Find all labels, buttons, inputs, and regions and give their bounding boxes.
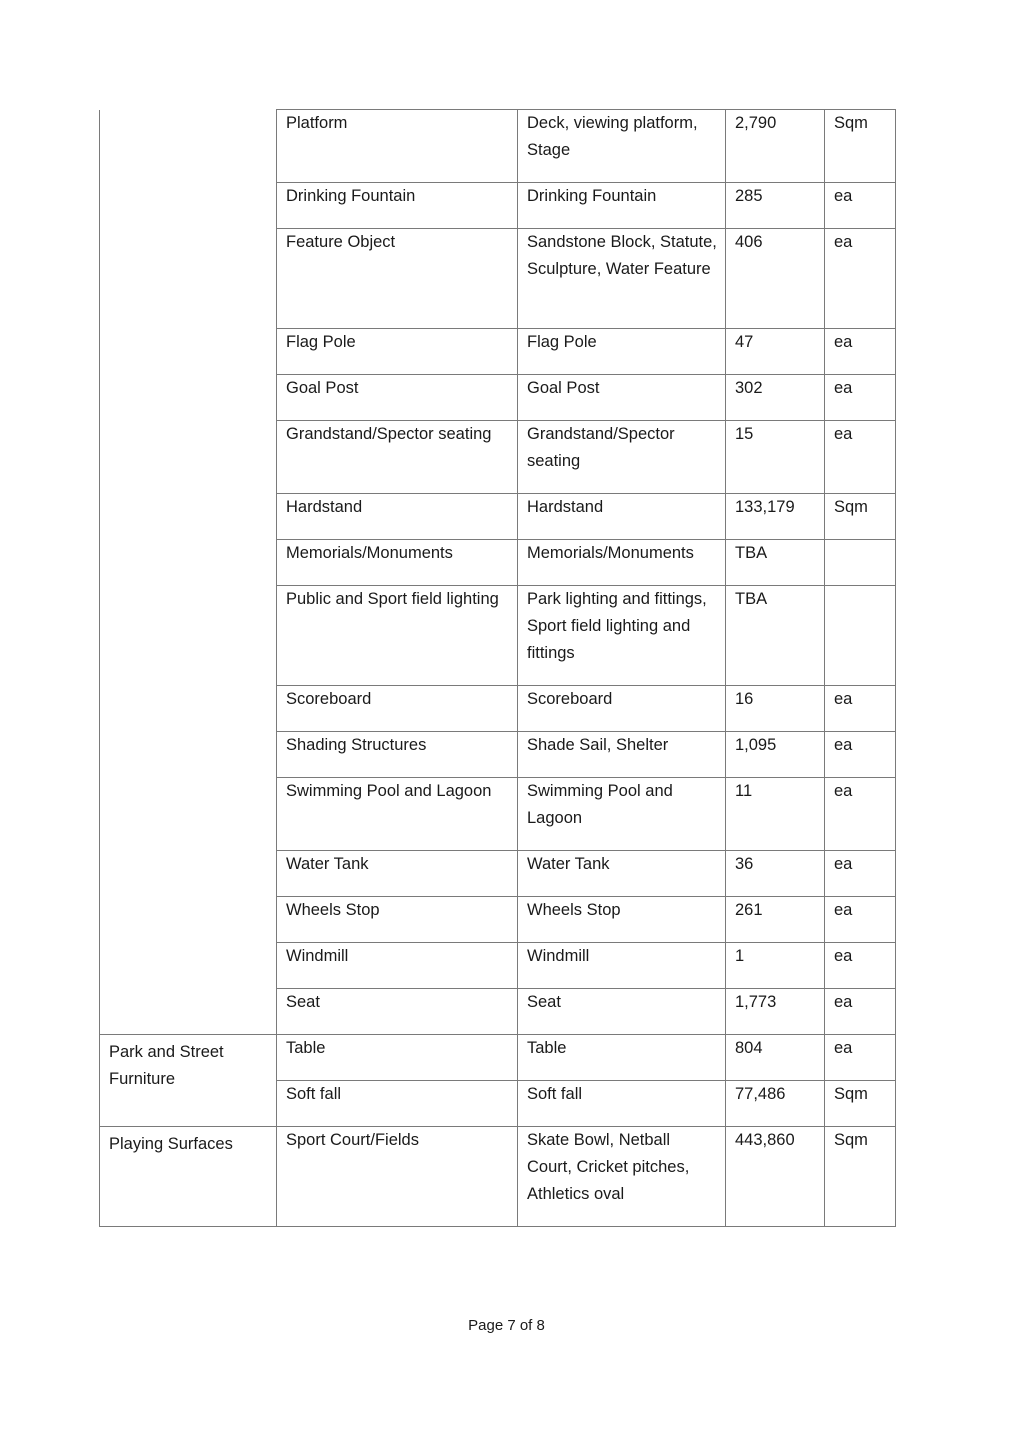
quantity-cell: 302 [726,375,825,421]
category-cell: Park and Street Furniture [100,1035,277,1127]
unit-cell: ea [825,851,896,897]
unit-cell: Sqm [825,1081,896,1127]
description-cell: Seat [518,989,726,1035]
unit-cell: ea [825,229,896,329]
description-cell: Park lighting and fittings, Sport field lighting and fittings [518,586,726,686]
unit-cell: ea [825,183,896,229]
description-cell: Grandstand/Spector seating [518,421,726,494]
quantity-cell: 443,860 [726,1127,825,1227]
description-cell: Table [518,1035,726,1081]
quantity-cell: TBA [726,540,825,586]
unit-cell: ea [825,897,896,943]
unit-cell [825,586,896,686]
quantity-cell: 804 [726,1035,825,1081]
asset-cell: Shading Structures [277,732,518,778]
description-cell: Soft fall [518,1081,726,1127]
table-row [100,1035,896,1081]
unit-cell: ea [825,686,896,732]
description-cell: Scoreboard [518,686,726,732]
asset-cell: Feature Object [277,229,518,329]
unit-cell: ea [825,329,896,375]
quantity-cell: 36 [726,851,825,897]
asset-table [99,109,896,1227]
asset-cell: Drinking Fountain [277,183,518,229]
description-cell: Water Tank [518,851,726,897]
asset-cell: Scoreboard [277,686,518,732]
quantity-cell: 11 [726,778,825,851]
asset-cell: Windmill [277,943,518,989]
quantity-cell: TBA [726,586,825,686]
description-cell: Drinking Fountain [518,183,726,229]
unit-cell: ea [825,943,896,989]
description-cell: Windmill [518,943,726,989]
asset-cell: Goal Post [277,375,518,421]
unit-cell: ea [825,778,896,851]
table-row [100,1127,896,1227]
description-cell: Hardstand [518,494,726,540]
asset-cell: Table [277,1035,518,1081]
asset-cell: Flag Pole [277,329,518,375]
quantity-cell: 15 [726,421,825,494]
quantity-cell: 261 [726,897,825,943]
quantity-cell: 285 [726,183,825,229]
description-cell: Swimming Pool and Lagoon [518,778,726,851]
description-cell: Skate Bowl, Netball Court, Cricket pitches, Athletics oval [518,1127,726,1227]
description-cell: Wheels Stop [518,897,726,943]
unit-cell: ea [825,375,896,421]
quantity-cell: 16 [726,686,825,732]
unit-cell: Sqm [825,1127,896,1227]
asset-cell: Grandstand/Spector seating [277,421,518,494]
description-cell: Sandstone Block, Statute, Sculpture, Water Feature [518,229,726,329]
unit-cell: ea [825,1035,896,1081]
asset-cell: Swimming Pool and Lagoon [277,778,518,851]
unit-cell: ea [825,421,896,494]
quantity-cell: 77,486 [726,1081,825,1127]
category-cell [100,110,277,1035]
unit-cell: Sqm [825,494,896,540]
quantity-cell: 133,179 [726,494,825,540]
quantity-cell: 1,773 [726,989,825,1035]
asset-cell: Wheels Stop [277,897,518,943]
asset-cell: Memorials/Monuments [277,540,518,586]
asset-cell: Hardstand [277,494,518,540]
description-cell: Flag Pole [518,329,726,375]
unit-cell: Sqm [825,110,896,183]
asset-cell: Sport Court/Fields [277,1127,518,1227]
unit-cell: ea [825,989,896,1035]
page-number: Page 7 of 8 [468,1317,545,1334]
quantity-cell: 1,095 [726,732,825,778]
unit-cell: ea [825,732,896,778]
quantity-cell: 406 [726,229,825,329]
quantity-cell: 47 [726,329,825,375]
description-cell: Deck, viewing platform, Stage [518,110,726,183]
asset-cell: Soft fall [277,1081,518,1127]
asset-cell: Seat [277,989,518,1035]
asset-cell: Platform [277,110,518,183]
description-cell: Goal Post [518,375,726,421]
quantity-cell: 2,790 [726,110,825,183]
quantity-cell: 1 [726,943,825,989]
category-cell: Playing Surfaces [100,1127,277,1227]
asset-cell: Water Tank [277,851,518,897]
description-cell: Memorials/Monuments [518,540,726,586]
asset-cell: Public and Sport field lighting [277,586,518,686]
description-cell: Shade Sail, Shelter [518,732,726,778]
unit-cell [825,540,896,586]
table-row [100,110,896,183]
